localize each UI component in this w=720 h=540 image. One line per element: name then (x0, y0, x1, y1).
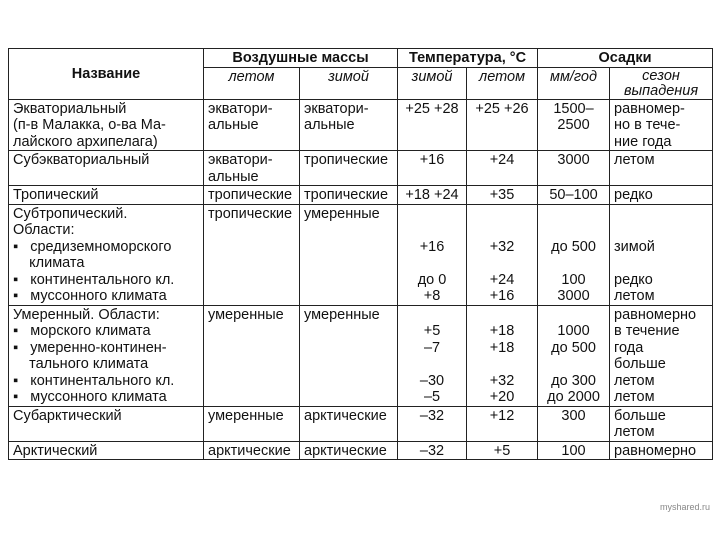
bullet-icon: ▪ (13, 339, 19, 356)
table-row (9, 441, 713, 460)
cell-winter: тропические (300, 151, 398, 186)
cell-summer: умеренные (204, 305, 300, 406)
table-row (9, 186, 713, 205)
header-temperature: Температура, °С (398, 49, 538, 68)
cell-summer: экватори- альные (204, 151, 300, 186)
cell-season: летом (610, 151, 713, 186)
subheader-t-winter: зимой (398, 67, 467, 99)
cell-mm: 100 (538, 441, 610, 460)
bullet-icon: ▪ (13, 372, 19, 389)
cell-t-winter: +16 (398, 151, 467, 186)
cell-mm: 300 (538, 406, 610, 441)
header-air-masses: Воздушные массы (204, 49, 398, 68)
cell-t-summer: +5 (467, 441, 538, 460)
row-name: Субэкваториальный (9, 151, 204, 186)
cell-t-winter: +25 +28 (398, 99, 467, 151)
subheader-mm-year: мм/год (538, 67, 610, 99)
row-name: Арктический (9, 441, 204, 460)
table-row (9, 151, 713, 186)
cell-t-winter: +5 –7 –30 –5 (398, 305, 467, 406)
cell-t-summer: +18 +18 +32 +20 (467, 305, 538, 406)
table-row (9, 305, 713, 406)
watermark: myshared.ru (659, 502, 710, 512)
cell-winter: арктические (300, 441, 398, 460)
bullet-icon: ▪ (13, 238, 19, 255)
cell-t-winter: –32 (398, 406, 467, 441)
cell-t-summer: +24 (467, 151, 538, 186)
subheader-t-summer: летом (467, 67, 538, 99)
cell-winter: экватори- альные (300, 99, 398, 151)
cell-winter: умеренные (300, 305, 398, 406)
table-row (9, 204, 713, 305)
cell-t-winter: –32 (398, 441, 467, 460)
cell-season: равномер- но в тече- ние года (610, 99, 713, 151)
cell-t-summer: +25 +26 (467, 99, 538, 151)
subheader-season: сезон выпадения (610, 67, 713, 99)
table-row (9, 99, 713, 151)
cell-t-winter: +16 до 0 +8 (398, 204, 467, 305)
cell-t-summer: +35 (467, 186, 538, 205)
bullet-icon: ▪ (13, 271, 19, 288)
bullet-icon: ▪ (13, 389, 19, 405)
cell-t-summer: +12 (467, 406, 538, 441)
row-name: Тропический (9, 186, 204, 205)
cell-summer: умеренные (204, 406, 300, 441)
cell-summer: тропические (204, 186, 300, 205)
cell-summer: тропические (204, 204, 300, 305)
climate-table (8, 48, 713, 460)
subheader-summer: летом (204, 67, 300, 99)
cell-mm: 1500– 2500 (538, 99, 610, 151)
cell-season: равномерно (610, 441, 713, 460)
cell-season: редко (610, 186, 713, 205)
row-name: Экваториальный (п-в Малакка, о-ва Ма- лайского архипелага) (9, 99, 204, 151)
climate-table-page (8, 48, 712, 513)
row-name: Умеренный. Области: ▪ морского климата ▪ умеренно-континен- тального климата ▪ континентального кл. ▪ муссонного климата (9, 305, 204, 406)
cell-season: больше летом (610, 406, 713, 441)
bullet-icon: ▪ (13, 288, 19, 304)
cell-season: зимой редко летом (610, 204, 713, 305)
cell-summer: арктические (204, 441, 300, 460)
header-precipitation: Осадки (538, 49, 713, 68)
bullet-icon: ▪ (13, 323, 19, 339)
cell-winter: тропические (300, 186, 398, 205)
cell-mm: 50–100 (538, 186, 610, 205)
cell-mm: до 500 100 3000 (538, 204, 610, 305)
row-name: Субарктический (9, 406, 204, 441)
cell-mm: 3000 (538, 151, 610, 186)
subheader-winter: зимой (300, 67, 398, 99)
table-row (9, 406, 713, 441)
cell-summer: экватори- альные (204, 99, 300, 151)
cell-t-summer: +32 +24 +16 (467, 204, 538, 305)
cell-mm: 1000 до 500 до 300 до 2000 (538, 305, 610, 406)
cell-winter: умеренные (300, 204, 398, 305)
header-name: Название (9, 49, 204, 100)
cell-t-winter: +18 +24 (398, 186, 467, 205)
row-name: Субтропический. Области: ▪ средиземноморского климата ▪ континентального кл. ▪ муссонного климата (9, 204, 204, 305)
cell-winter: арктические (300, 406, 398, 441)
cell-season: равномерно в течение года больше летом летом (610, 305, 713, 406)
